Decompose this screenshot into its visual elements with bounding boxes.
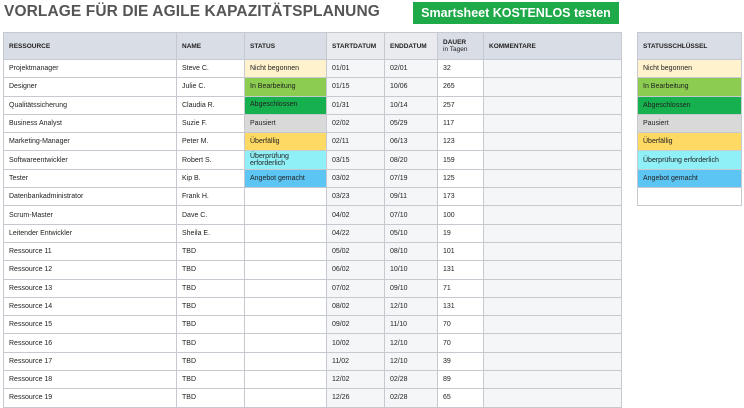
start-date-cell[interactable]: 12/26: [327, 389, 385, 407]
status-cell[interactable]: [245, 206, 327, 224]
status-key-item: Pausiert: [638, 114, 742, 132]
start-date-cell[interactable]: 10/02: [327, 334, 385, 352]
name-cell[interactable]: Steve C.: [177, 60, 245, 78]
end-date-cell[interactable]: 10/14: [385, 96, 438, 114]
name-cell[interactable]: Suzie F.: [177, 114, 245, 132]
resource-cell[interactable]: Ressource 12: [4, 261, 177, 279]
status-cell[interactable]: [245, 389, 327, 407]
start-date-cell[interactable]: 01/01: [327, 60, 385, 78]
duration-cell[interactable]: 101: [438, 242, 484, 260]
resource-cell[interactable]: Ressource 16: [4, 334, 177, 352]
duration-cell[interactable]: 123: [438, 133, 484, 151]
start-date-cell[interactable]: 01/31: [327, 96, 385, 114]
duration-cell[interactable]: 131: [438, 261, 484, 279]
start-date-cell[interactable]: 04/02: [327, 206, 385, 224]
duration-cell[interactable]: 159: [438, 151, 484, 169]
duration-cell[interactable]: 173: [438, 188, 484, 206]
name-cell[interactable]: Peter M.: [177, 133, 245, 151]
comment-cell[interactable]: [484, 78, 622, 96]
end-date-cell[interactable]: 12/10: [385, 334, 438, 352]
end-date-cell[interactable]: 10/06: [385, 78, 438, 96]
name-cell[interactable]: Kip B.: [177, 169, 245, 187]
duration-cell[interactable]: 257: [438, 96, 484, 114]
name-cell[interactable]: TBD: [177, 242, 245, 260]
end-date-cell[interactable]: 08/10: [385, 242, 438, 260]
end-date-cell[interactable]: 02/28: [385, 371, 438, 389]
comment-cell[interactable]: [484, 316, 622, 334]
name-cell[interactable]: TBD: [177, 279, 245, 297]
end-date-cell[interactable]: 06/13: [385, 133, 438, 151]
end-date-cell[interactable]: 02/28: [385, 389, 438, 407]
status-cell[interactable]: Angebot gemacht: [245, 169, 327, 187]
resource-cell[interactable]: Qualitätssicherung: [4, 96, 177, 114]
table-row: [4, 316, 622, 334]
start-date-cell[interactable]: 02/02: [327, 114, 385, 132]
start-date-cell[interactable]: 11/02: [327, 352, 385, 370]
status-cell[interactable]: In Bearbeitung: [245, 78, 327, 96]
end-date-cell[interactable]: 08/20: [385, 151, 438, 169]
end-date-cell[interactable]: 12/10: [385, 297, 438, 315]
start-date-cell[interactable]: 06/02: [327, 261, 385, 279]
header-duration-label: DAUER: [443, 39, 467, 46]
table-row: [4, 60, 622, 78]
status-key-item: Angebot gemacht: [638, 169, 742, 187]
table-row: [4, 133, 622, 151]
table-row: [4, 261, 622, 279]
table-row: [4, 114, 622, 132]
header-duration: [438, 33, 484, 60]
resource-cell[interactable]: Business Analyst: [4, 114, 177, 132]
end-date-cell[interactable]: 07/19: [385, 169, 438, 187]
duration-cell[interactable]: 265: [438, 78, 484, 96]
comment-cell[interactable]: [484, 334, 622, 352]
table-row: [4, 371, 622, 389]
table-row: [4, 151, 622, 169]
status-cell[interactable]: [245, 297, 327, 315]
capacity-table: [3, 32, 622, 408]
status-cell[interactable]: [245, 188, 327, 206]
header-name: NAME: [177, 33, 245, 60]
header-resource: RESSOURCE: [4, 33, 177, 60]
name-cell[interactable]: TBD: [177, 389, 245, 407]
duration-cell[interactable]: 39: [438, 352, 484, 370]
name-cell[interactable]: Frank H.: [177, 188, 245, 206]
name-cell[interactable]: Julie C.: [177, 78, 245, 96]
status-cell[interactable]: Überprüfung erforderlich: [245, 151, 327, 169]
start-date-cell[interactable]: 03/02: [327, 169, 385, 187]
resource-cell[interactable]: Ressource 11: [4, 242, 177, 260]
end-date-cell[interactable]: 09/10: [385, 279, 438, 297]
start-date-cell[interactable]: 03/15: [327, 151, 385, 169]
table-row: [4, 389, 622, 407]
comment-cell[interactable]: [484, 389, 622, 407]
start-date-cell[interactable]: 12/02: [327, 371, 385, 389]
comment-cell[interactable]: [484, 224, 622, 242]
start-date-cell[interactable]: 01/15: [327, 78, 385, 96]
try-smartsheet-button[interactable]: Smartsheet KOSTENLOS testen: [413, 2, 619, 24]
comment-cell[interactable]: [484, 371, 622, 389]
resource-cell[interactable]: Ressource 14: [4, 297, 177, 315]
status-key-item: In Bearbeitung: [638, 78, 742, 96]
duration-cell[interactable]: 19: [438, 224, 484, 242]
end-date-cell[interactable]: 12/10: [385, 352, 438, 370]
start-date-cell[interactable]: 04/22: [327, 224, 385, 242]
resource-cell[interactable]: Marketing-Manager: [4, 133, 177, 151]
resource-cell[interactable]: Ressource 13: [4, 279, 177, 297]
end-date-cell[interactable]: 05/10: [385, 224, 438, 242]
comment-cell[interactable]: [484, 151, 622, 169]
name-cell[interactable]: TBD: [177, 297, 245, 315]
resource-cell[interactable]: Tester: [4, 169, 177, 187]
status-cell[interactable]: Pausiert: [245, 114, 327, 132]
name-cell[interactable]: TBD: [177, 316, 245, 334]
resource-cell[interactable]: Designer: [4, 78, 177, 96]
status-cell[interactable]: [245, 371, 327, 389]
start-date-cell[interactable]: 09/02: [327, 316, 385, 334]
resource-cell[interactable]: Scrum-Master: [4, 206, 177, 224]
resource-cell[interactable]: Ressource 17: [4, 352, 177, 370]
name-cell[interactable]: TBD: [177, 352, 245, 370]
status-cell[interactable]: [245, 242, 327, 260]
table-row: [4, 242, 622, 260]
duration-cell[interactable]: 70: [438, 334, 484, 352]
table-header-row: [4, 33, 622, 60]
end-date-cell[interactable]: 10/10: [385, 261, 438, 279]
comment-cell[interactable]: [484, 206, 622, 224]
status-key-item: Nicht begonnen: [638, 60, 742, 78]
start-date-cell[interactable]: 08/02: [327, 297, 385, 315]
name-cell[interactable]: Dave C.: [177, 206, 245, 224]
end-date-cell[interactable]: 09/11: [385, 188, 438, 206]
comment-cell[interactable]: [484, 169, 622, 187]
comment-cell[interactable]: [484, 133, 622, 151]
status-cell[interactable]: Überfällig: [245, 133, 327, 151]
resource-cell[interactable]: Projektmanager: [4, 60, 177, 78]
duration-cell[interactable]: 65: [438, 389, 484, 407]
page-title: VORLAGE FÜR DIE AGILE KAPAZITÄTSPLANUNG: [4, 3, 380, 20]
comment-cell[interactable]: [484, 279, 622, 297]
comment-cell[interactable]: [484, 297, 622, 315]
end-date-cell[interactable]: 05/29: [385, 114, 438, 132]
header-duration-sub: in Tagen: [443, 46, 468, 53]
end-date-cell[interactable]: 02/01: [385, 60, 438, 78]
table-row: [4, 279, 622, 297]
start-date-cell[interactable]: 02/11: [327, 133, 385, 151]
duration-cell[interactable]: 100: [438, 206, 484, 224]
table-row: [4, 334, 622, 352]
status-cell[interactable]: [245, 316, 327, 334]
status-cell[interactable]: [245, 224, 327, 242]
table-row: [4, 352, 622, 370]
status-key-item: Überfällig: [638, 133, 742, 151]
status-cell[interactable]: Abgeschlossen: [245, 96, 327, 114]
start-date-cell[interactable]: 03/23: [327, 188, 385, 206]
end-date-cell[interactable]: 07/10: [385, 206, 438, 224]
duration-cell[interactable]: 131: [438, 297, 484, 315]
status-cell[interactable]: [245, 261, 327, 279]
start-date-cell[interactable]: 07/02: [327, 279, 385, 297]
resource-cell[interactable]: Leitender Entwickler: [4, 224, 177, 242]
resource-cell[interactable]: Ressource 18: [4, 371, 177, 389]
table-row: [4, 169, 622, 187]
name-cell[interactable]: Sheila E.: [177, 224, 245, 242]
duration-cell[interactable]: 125: [438, 169, 484, 187]
table-row: [4, 224, 622, 242]
duration-cell[interactable]: 71: [438, 279, 484, 297]
status-cell[interactable]: [245, 279, 327, 297]
name-cell[interactable]: Robert S.: [177, 151, 245, 169]
status-key-item: Abgeschlossen: [638, 96, 742, 114]
resource-cell[interactable]: Datenbankadministrator: [4, 188, 177, 206]
status-key-table: [637, 32, 742, 206]
status-key-item: Überprüfung erforderlich: [638, 151, 742, 169]
name-cell[interactable]: TBD: [177, 334, 245, 352]
comment-cell[interactable]: [484, 96, 622, 114]
end-date-cell[interactable]: 11/10: [385, 316, 438, 334]
duration-cell[interactable]: 70: [438, 316, 484, 334]
table-row: [4, 96, 622, 114]
table-row: [4, 78, 622, 96]
name-cell[interactable]: Claudia R.: [177, 96, 245, 114]
resource-cell[interactable]: Softwareentwickler: [4, 151, 177, 169]
header-start-date: STARTDATUM: [327, 33, 385, 60]
comment-cell[interactable]: [484, 261, 622, 279]
header-status: STATUS: [245, 33, 327, 60]
header-end-date: ENDDATUM: [385, 33, 438, 60]
start-date-cell[interactable]: 05/02: [327, 242, 385, 260]
table-row: [4, 297, 622, 315]
table-row: [4, 206, 622, 224]
resource-cell[interactable]: Ressource 15: [4, 316, 177, 334]
status-key-header: STATUSSCHLÜSSEL: [638, 33, 742, 60]
duration-cell[interactable]: 32: [438, 60, 484, 78]
header-comments: KOMMENTARE: [484, 33, 622, 60]
comment-cell[interactable]: [484, 352, 622, 370]
resource-cell[interactable]: Ressource 19: [4, 389, 177, 407]
status-cell[interactable]: Nicht begonnen: [245, 60, 327, 78]
table-row: [4, 188, 622, 206]
name-cell[interactable]: TBD: [177, 371, 245, 389]
duration-cell[interactable]: 89: [438, 371, 484, 389]
name-cell[interactable]: TBD: [177, 261, 245, 279]
comment-cell[interactable]: [484, 114, 622, 132]
comment-cell[interactable]: [484, 242, 622, 260]
comment-cell[interactable]: [484, 188, 622, 206]
comment-cell[interactable]: [484, 60, 622, 78]
duration-cell[interactable]: 117: [438, 114, 484, 132]
status-key-item: [638, 188, 742, 206]
status-cell[interactable]: [245, 352, 327, 370]
status-cell[interactable]: [245, 334, 327, 352]
